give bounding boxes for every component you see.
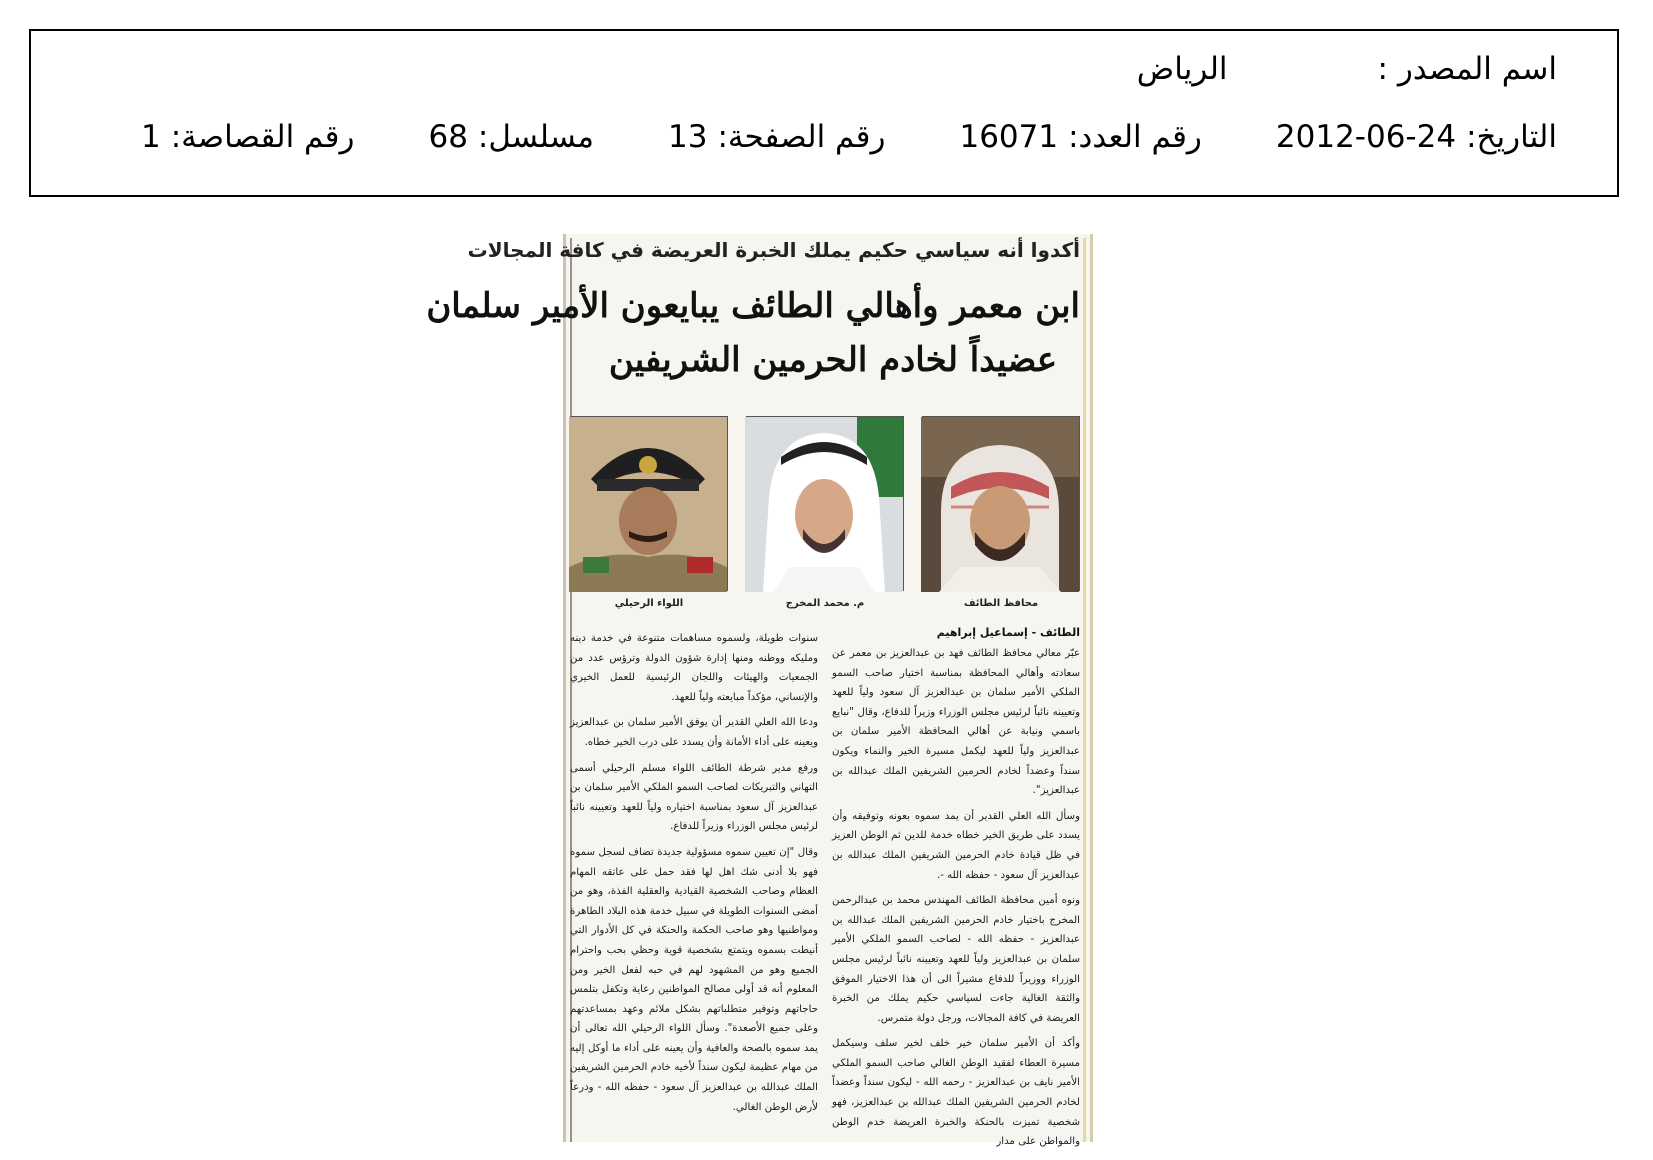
metadata-box	[29, 29, 1619, 197]
date-value: 2012-06-24	[1275, 119, 1457, 155]
details-row	[141, 119, 1557, 155]
article-column-right	[832, 644, 1080, 1158]
article-column-left	[570, 629, 818, 1123]
issue-label: رقم العدد:	[1068, 119, 1202, 155]
article-headline: ابن معمر وأهالي الطائف يبايعون الأمير سلمان	[426, 286, 1080, 326]
photo-caption: اللواء الرحيلي	[614, 598, 684, 609]
clip-label: رقم القصاصة:	[170, 119, 355, 155]
article-paragraph: وأكد أن الأمير سلمان خير خلف لخير سلف وسيكمل مسيرة العطاء لفقيد الوطن الغالي صاحب السمو الملكي الأمير نايف بن عبدالعزيز - رحمه الله - ليكون سنداً وعضداً لخادم الحرمين الشريفين الملك عبدالله بن عبدالعزيز، فهو شخصية تميزت بالحنكة والخبرة العريضة خدم الوطن والمواطن على مدار	[832, 1038, 1080, 1148]
engineer-photo	[746, 416, 904, 591]
article-kicker: أكدوا أنه سياسي حكيم يملك الخبرة العريضة في كافة المجالات	[467, 238, 1080, 262]
article-paragraph: ونوه أمين محافظة الطائف المهندس محمد بن عبدالرحمن المخرج باختيار خادم الحرمين الشريفين الملك عبدالله بن عبدالعزيز - حفظه الله - لصاحب السمو الملكي الأمير سلمان بن عبدالعزيز ولياً للعهد وتعيينه نائباً لرئيس مجلس الوزراء ووزيراً للدفاع مشيراً الى أن هذا الاختيار الموفق والثقة الغالية جاءت لسياسي حكيم يملك من الخبرة العريضة في كافة المجالات، ورجل دولة متمرس.	[832, 895, 1080, 1024]
source-value: الرياض	[1136, 51, 1228, 87]
page-label: رقم الصفحة:	[717, 119, 886, 155]
page-value: 13	[668, 119, 708, 155]
serial-label: مسلسل:	[477, 119, 595, 155]
general-photo	[570, 416, 728, 591]
photo-caption: محافظ الطائف	[963, 598, 1039, 609]
article-paragraph: وقال "إن تعيين سموه مسؤولية جديدة تضاف لسجل سموه فهو بلا أدنى شك اهل لها فقد حمل على عاتقه المهام العظام وصاحب الشخصية القيادية والعقلية الفذة، وهو من أمضى السنوات الطويلة في سبيل خدمة هذه البلاد الطاهرة ومواطنيها وهو صاحب الحكمة والحنكة في كل الأدوار التي أنيطت بسموه ويتمتع بشخصية قوية وحظي بحب واحترام الجميع وهو من المشهود لهم في حبه لفعل الخير ومن المعلوم أنه قد أولى مصالح المواطنين رعاية وتكفل بتلمس حاجاتهم وتوفير متطلباتهم بشكل ملائم وعهد بمساعدتهم وعلى جميع الأصعدة". وسأل اللواء الرحيلي الله تعالى أن يمد سموه بالصحة والعافية وأن يعينه على أداء ما أوكل إليه من مهام عظيمة ليكون سنداً لأخيه خادم الحرمين الشريفين الملك عبدالله بن عبدالعزيز آل سعود - حفظه الله - ودرعاً لأرض الوطن الغالي.	[570, 846, 818, 1113]
date-label: التاريخ:	[1466, 119, 1557, 155]
article-paragraph: عبّر معالي محافظ الطائف فهد بن عبدالعزيز بن معمر عن سعادته وأهالي المحافظة بمناسبة اختيار صاحب السمو الملكي الأمير سلمان بن عبدالعزيز آل سعود ولياً للعهد وتعيينه نائباً لرئيس مجلس الوزراء وزيراً للدفاع، وقال "نبايع باسمي ونيابة عن أهالي المحافظة الأمير سلمان بن عبدالعزيز ولياً للعهد ليكمل مسيرة الخير والنماء ويكون سنداً وعضداً لخادم الحرمين الشريفين الملك عبدالله بن عبدالعزيز".	[832, 648, 1080, 797]
column-rule	[1083, 238, 1086, 1142]
governor-photo	[922, 416, 1080, 591]
article-paragraph: ودعا الله العلي القدير أن يوفق الأمير سلمان بن عبدالعزيز ويعينه على أداء الأمانة وأن يسدد على درب الخير خطاه.	[570, 717, 818, 748]
article-byline: الطائف - إسماعيل إبراهيم	[936, 626, 1080, 639]
clip-value: 1	[141, 119, 161, 155]
newspaper-clipping	[426, 234, 1093, 1148]
article-paragraph: سنوات طويلة، ولسموه مساهمات متنوعة في خدمة دينه ومليكه ووطنه ومنها إدارة شؤون الدولة وترؤس عدد من الجمعيات والهيئات واللجان الرئيسية للعمل الخيري والإنساني، مؤكداً مبايعته ولياً للعهد.	[570, 633, 818, 703]
photo-caption: م. محمد المخرج	[785, 598, 865, 609]
article-headline-line2: عضيداً لخادم الحرمين الشريفين	[608, 340, 1058, 380]
serial-value: 68	[428, 119, 468, 155]
source-row	[1137, 51, 1557, 87]
article-paragraph: ورفع مدير شرطة الطائف اللواء مسلم الرحيلي أسمى التهاني والتبريكات لصاحب السمو الملكي الأمير سلمان بن عبدالعزيز آل سعود بمناسبة اختياره ولياً للعهد وتعيينه نائباً لرئيس مجلس الوزراء وزيراً للدفاع.	[570, 762, 818, 833]
issue-value: 16071	[959, 119, 1059, 155]
article-paragraph: وسأل الله العلي القدير أن يمد سموه بعونه وتوفيقه وأن يسدد على طريق الخير خطاه خدمة للدين ثم الوطن العزيز في ظل قيادة خادم الحرمين الشريفين الملك عبدالله بن عبدالعزيز آل سعود - حفظه الله -.	[832, 810, 1080, 881]
source-label: اسم المصدر :	[1377, 51, 1557, 87]
